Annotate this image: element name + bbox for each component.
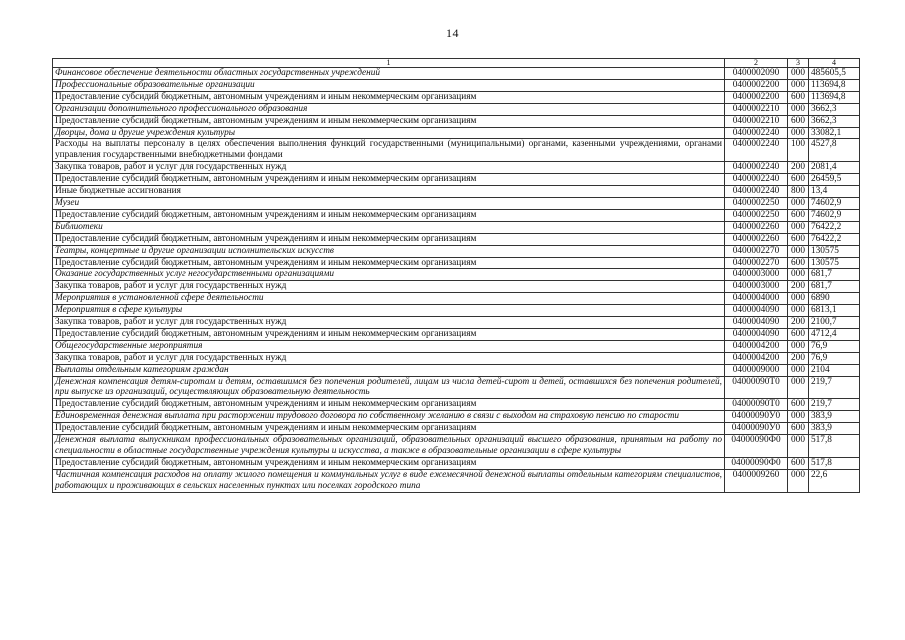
row-code: 0400002260 <box>725 233 788 245</box>
row-amount: 219,7 <box>809 376 860 399</box>
row-code: 0400004200 <box>725 352 788 364</box>
row-code: 0400002240 <box>725 174 788 186</box>
row-name: Предоставление субсидий бюджетным, автономным учреждениям и иным некоммерческим организациям <box>53 423 725 435</box>
row-code: 0400002200 <box>725 79 788 91</box>
row-amount: 4712,4 <box>809 328 860 340</box>
table-row <box>53 469 860 492</box>
table-row <box>53 127 860 139</box>
row-name: Закупка товаров, работ и услуг для государственных нужд <box>53 352 725 364</box>
row-name: Мероприятия в сфере культуры <box>53 305 725 317</box>
row-code: 0400004090 <box>725 317 788 329</box>
row-name: Частичная компенсация расходов на оплату жилого помещения и коммунальных услуг в виде ежемесячной денежной выплаты отдельным категориям специалистов, работающих и проживающих в сельских населенных пунктах или поселках городского типа <box>53 469 725 492</box>
row-amount: 4527,8 <box>809 139 860 162</box>
row-expense-type: 000 <box>788 197 809 209</box>
table-row <box>53 328 860 340</box>
row-amount: 33082,1 <box>809 127 860 139</box>
row-amount: 681,7 <box>809 281 860 293</box>
row-name: Библиотеки <box>53 221 725 233</box>
row-expense-type: 200 <box>788 281 809 293</box>
row-amount: 383,9 <box>809 411 860 423</box>
row-expense-type: 000 <box>788 269 809 281</box>
row-expense-type: 000 <box>788 79 809 91</box>
row-name: Закупка товаров, работ и услуг для государственных нужд <box>53 162 725 174</box>
row-name: Иные бюджетные ассигнования <box>53 186 725 198</box>
row-amount: 383,9 <box>809 423 860 435</box>
row-code: 0400002240 <box>725 162 788 174</box>
table-row <box>53 340 860 352</box>
row-expense-type: 600 <box>788 174 809 186</box>
table-row <box>53 197 860 209</box>
row-expense-type: 000 <box>788 411 809 423</box>
table-row <box>53 269 860 281</box>
row-expense-type: 800 <box>788 186 809 198</box>
row-name: Денежная выплата выпускникам профессиональных образовательных организаций, образовательных организаций высшего образования, принятым на работу по специальности в областные государственные учреждения культуры и искусства, а также в образовательные организации в сфере культуры <box>53 435 725 458</box>
row-code: 0400004200 <box>725 340 788 352</box>
row-name: Театры, концертные и другие организации исполнительских искусств <box>53 245 725 257</box>
row-expense-type: 000 <box>788 293 809 305</box>
row-amount: 2104 <box>809 364 860 376</box>
row-name: Оказание государственных услуг негосударственными организациями <box>53 269 725 281</box>
row-expense-type: 000 <box>788 245 809 257</box>
table-row <box>53 245 860 257</box>
row-code: 04000090Ф0 <box>725 435 788 458</box>
row-code: 0400009000 <box>725 364 788 376</box>
row-amount: 130575 <box>809 245 860 257</box>
table-row <box>53 186 860 198</box>
row-expense-type: 000 <box>788 305 809 317</box>
row-code: 04000090У0 <box>725 423 788 435</box>
table-row <box>53 68 860 80</box>
row-name: Денежная компенсация детям-сиротам и детям, оставшимся без попечения родителей, лицам из числа детей-сирот и детей, оставшихся без попечения родителей, при выпуске из организаций, осуществляющих образовательную деятельность <box>53 376 725 399</box>
row-code: 0400002240 <box>725 139 788 162</box>
table-row <box>53 399 860 411</box>
row-expense-type: 600 <box>788 328 809 340</box>
row-name: Предоставление субсидий бюджетным, автономным учреждениям и иным некоммерческим организациям <box>53 328 725 340</box>
row-amount: 13,4 <box>809 186 860 198</box>
row-code: 04000090Т0 <box>725 399 788 411</box>
table-row <box>53 423 860 435</box>
header-col-2: 2 <box>725 59 788 68</box>
table-row <box>53 139 860 162</box>
row-name: Профессиональные образовательные организации <box>53 79 725 91</box>
row-code: 0400002270 <box>725 257 788 269</box>
row-expense-type: 000 <box>788 435 809 458</box>
row-amount: 74602,9 <box>809 197 860 209</box>
row-amount: 2081,4 <box>809 162 860 174</box>
row-code: 0400002270 <box>725 245 788 257</box>
row-amount: 3662,3 <box>809 103 860 115</box>
row-amount: 76422,2 <box>809 221 860 233</box>
row-name: Общегосударственные мероприятия <box>53 340 725 352</box>
row-amount: 6813,1 <box>809 305 860 317</box>
budget-table <box>52 58 860 493</box>
row-code: 0400004090 <box>725 328 788 340</box>
row-amount: 22,6 <box>809 469 860 492</box>
row-expense-type: 200 <box>788 317 809 329</box>
row-amount: 517,8 <box>809 435 860 458</box>
row-name: Организации дополнительного профессионального образования <box>53 103 725 115</box>
row-code: 0400009260 <box>725 469 788 492</box>
row-expense-type: 000 <box>788 364 809 376</box>
row-expense-type: 200 <box>788 162 809 174</box>
row-code: 0400002260 <box>725 221 788 233</box>
row-expense-type: 600 <box>788 233 809 245</box>
row-code: 04000090Ф0 <box>725 457 788 469</box>
row-code: 0400002240 <box>725 127 788 139</box>
row-code: 04000090У0 <box>725 411 788 423</box>
page-number: 14 <box>446 26 459 40</box>
row-amount: 113694,8 <box>809 91 860 103</box>
row-code: 0400003000 <box>725 269 788 281</box>
row-code: 0400003000 <box>725 281 788 293</box>
row-code: 04000090Т0 <box>725 376 788 399</box>
table-row <box>53 103 860 115</box>
row-expense-type: 000 <box>788 103 809 115</box>
row-expense-type: 000 <box>788 376 809 399</box>
table-row <box>53 411 860 423</box>
table-row <box>53 115 860 127</box>
header-col-1: 1 <box>53 59 725 68</box>
row-amount: 219,7 <box>809 399 860 411</box>
table-row <box>53 376 860 399</box>
row-code: 0400002250 <box>725 209 788 221</box>
row-name: Предоставление субсидий бюджетным, автономным учреждениям и иным некоммерческим организациям <box>53 115 725 127</box>
table-header-row <box>53 59 860 68</box>
row-amount: 3662,3 <box>809 115 860 127</box>
table-row <box>53 435 860 458</box>
row-expense-type: 600 <box>788 399 809 411</box>
row-name: Дворцы, дома и другие учреждения культуры <box>53 127 725 139</box>
row-name: Предоставление субсидий бюджетным, автономным учреждениям и иным некоммерческим организациям <box>53 91 725 103</box>
row-name: Закупка товаров, работ и услуг для государственных нужд <box>53 281 725 293</box>
row-name: Финансовое обеспечение деятельности областных государственных учреждений <box>53 68 725 80</box>
header-col-4: 4 <box>809 59 860 68</box>
row-name: Мероприятия в установленной сфере деятельности <box>53 293 725 305</box>
table-row <box>53 233 860 245</box>
row-code: 0400002250 <box>725 197 788 209</box>
row-code: 0400002200 <box>725 91 788 103</box>
row-name: Музеи <box>53 197 725 209</box>
table-row <box>53 305 860 317</box>
table-row <box>53 174 860 186</box>
row-name: Единовременная денежная выплата при расторжении трудового договора по собственному желанию в связи с выходом на страховую пенсию по старости <box>53 411 725 423</box>
row-expense-type: 000 <box>788 469 809 492</box>
row-amount: 130575 <box>809 257 860 269</box>
table-row <box>53 457 860 469</box>
table-row <box>53 91 860 103</box>
row-name: Предоставление субсидий бюджетным, автономным учреждениям и иным некоммерческим организациям <box>53 399 725 411</box>
row-code: 0400004000 <box>725 293 788 305</box>
row-amount: 74602,9 <box>809 209 860 221</box>
row-expense-type: 000 <box>788 221 809 233</box>
table-row <box>53 317 860 329</box>
table-row <box>53 281 860 293</box>
row-name: Предоставление субсидий бюджетным, автономным учреждениям и иным некоммерческим организациям <box>53 257 725 269</box>
header-col-3: 3 <box>788 59 809 68</box>
table-row <box>53 162 860 174</box>
row-expense-type: 100 <box>788 139 809 162</box>
table-row <box>53 79 860 91</box>
row-name: Закупка товаров, работ и услуг для государственных нужд <box>53 317 725 329</box>
row-amount: 517,8 <box>809 457 860 469</box>
table-row <box>53 364 860 376</box>
table-row <box>53 352 860 364</box>
row-expense-type: 600 <box>788 115 809 127</box>
row-code: 0400002090 <box>725 68 788 80</box>
row-amount: 76422,2 <box>809 233 860 245</box>
row-amount: 6890 <box>809 293 860 305</box>
row-amount: 113694,8 <box>809 79 860 91</box>
row-name: Расходы на выплаты персоналу в целях обеспечения выполнения функций государственными (муниципальными) органами, казенными учреждениями, органами управления государственными внебюджетными фондами <box>53 139 725 162</box>
row-name: Предоставление субсидий бюджетным, автономным учреждениям и иным некоммерческим организациям <box>53 174 725 186</box>
row-code: 0400004090 <box>725 305 788 317</box>
row-expense-type: 600 <box>788 209 809 221</box>
row-code: 0400002240 <box>725 186 788 198</box>
row-name: Выплаты отдельным категориям граждан <box>53 364 725 376</box>
table-row <box>53 257 860 269</box>
row-name: Предоставление субсидий бюджетным, автономным учреждениям и иным некоммерческим организациям <box>53 457 725 469</box>
row-expense-type: 600 <box>788 423 809 435</box>
row-amount: 76,9 <box>809 340 860 352</box>
row-expense-type: 600 <box>788 457 809 469</box>
table-row <box>53 221 860 233</box>
table-row <box>53 209 860 221</box>
row-code: 0400002210 <box>725 115 788 127</box>
row-expense-type: 000 <box>788 340 809 352</box>
row-expense-type: 600 <box>788 91 809 103</box>
table-row <box>53 293 860 305</box>
row-name: Предоставление субсидий бюджетным, автономным учреждениям и иным некоммерческим организациям <box>53 209 725 221</box>
row-amount: 2100,7 <box>809 317 860 329</box>
row-expense-type: 200 <box>788 352 809 364</box>
row-expense-type: 000 <box>788 68 809 80</box>
row-code: 0400002210 <box>725 103 788 115</box>
row-amount: 76,9 <box>809 352 860 364</box>
row-expense-type: 600 <box>788 257 809 269</box>
row-amount: 26459,5 <box>809 174 860 186</box>
row-expense-type: 000 <box>788 127 809 139</box>
row-name: Предоставление субсидий бюджетным, автономным учреждениям и иным некоммерческим организациям <box>53 233 725 245</box>
row-amount: 681,7 <box>809 269 860 281</box>
row-amount: 485605,5 <box>809 68 860 80</box>
